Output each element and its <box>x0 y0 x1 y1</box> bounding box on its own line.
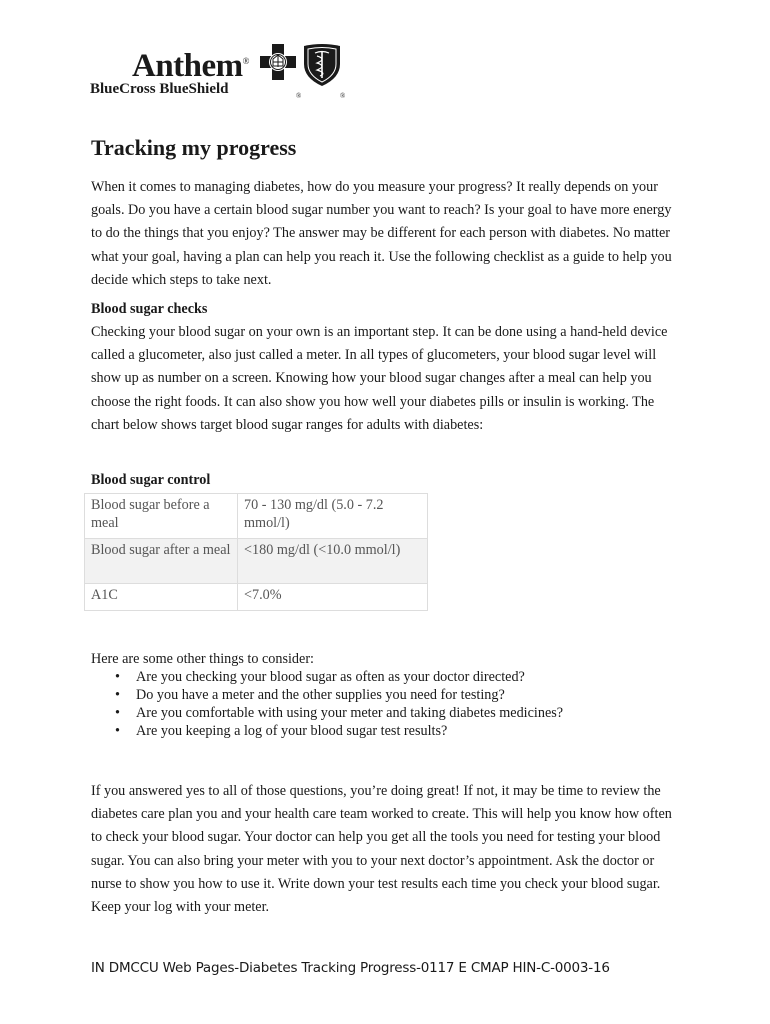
cross-and-shield-icon <box>258 42 350 100</box>
bullet-icon: • <box>115 705 120 721</box>
table-cell-value: <180 mg/dl (<10.0 mmol/l) <box>238 539 428 584</box>
table-cell-value: <7.0% <box>238 584 428 611</box>
anthem-bcbs-logo <box>90 42 350 102</box>
closing-paragraph: If you answered yes to all of those questions, you’re doing great! If not, it may be time to review the diabetes care plan you and your health care team worked to create. This will help you know how often to check your blood sugar. Your doctor can help you get all the tools you need for testing your blood sugar. You can also bring your meter with you to your next doctor’s appointment. Ask the doctor or nurse to show you how to use it. Write down your test results each time you check your blood sugar. Keep your log with your meter. <box>91 783 672 916</box>
table-cell-label: A1C <box>85 584 238 611</box>
table-cell-label: Blood sugar after a meal <box>85 539 238 584</box>
blue-shield-icon <box>304 44 340 86</box>
table-cell-label: Blood sugar before a meal <box>85 494 238 539</box>
document-footer: IN DMCCU Web Pages-Diabetes Tracking Progress-0117 E CMAP HIN-C-0003-16 <box>91 960 610 976</box>
list-item: • Are you comfortable with using your meter and taking diabetes medicines? <box>115 705 564 721</box>
list-item: • Are you keeping a log of your blood sugar test results? <box>115 723 448 739</box>
table-row <box>85 494 428 539</box>
blue-cross-icon <box>260 44 296 80</box>
bullet-icon: • <box>115 687 120 703</box>
page-title: Tracking my progress <box>91 135 297 160</box>
blood-sugar-target-table <box>84 493 428 611</box>
blood-sugar-control-heading: Blood sugar control <box>91 472 211 488</box>
bullet-icon: • <box>115 723 120 739</box>
consider-lead-text: Here are some other things to consider: <box>91 651 314 667</box>
table-cell-value: 70 - 130 mg/dl (5.0 - 7.2 mmol/l) <box>238 494 428 539</box>
registered-mark: ® <box>340 92 346 100</box>
registered-mark: ® <box>296 92 302 100</box>
logo-subbrand: BlueCross BlueShield <box>90 81 229 97</box>
list-item: • Are you checking your blood sugar as often as your doctor directed? <box>115 669 525 685</box>
table-row <box>85 584 428 611</box>
intro-paragraph: When it comes to managing diabetes, how do you measure your progress? It really depends on your goals. Do you have a certain blood sugar number you want to reach? Is your goal to have more energy to do the things that you enjoy? The answer may be different for each person with diabetes. No matter what your goal, having a plan can help you reach it. Use the following checklist as a guide to help you decide which steps to take next. <box>91 179 672 288</box>
table-row <box>85 539 428 584</box>
bullet-icon: • <box>115 669 120 685</box>
list-item: • Do you have a meter and the other supplies you need for testing? <box>115 687 505 703</box>
logo-wordmark: Anthem® <box>132 48 250 84</box>
blood-sugar-checks-heading: Blood sugar checks <box>91 301 208 317</box>
consider-checklist <box>91 668 563 740</box>
blood-sugar-checks-paragraph: Checking your blood sugar on your own is an important step. It can be done using a hand-held device called a glucometer, also just called a meter. In all types of glucometers, your blood sugar level will show up as number on a screen. Knowing how your blood sugar changes after a meal can help you choose the right foods. It can also show you how well your diabetes pills or insulin is working. The chart below shows target blood sugar ranges for adults with diabetes: <box>91 324 668 433</box>
